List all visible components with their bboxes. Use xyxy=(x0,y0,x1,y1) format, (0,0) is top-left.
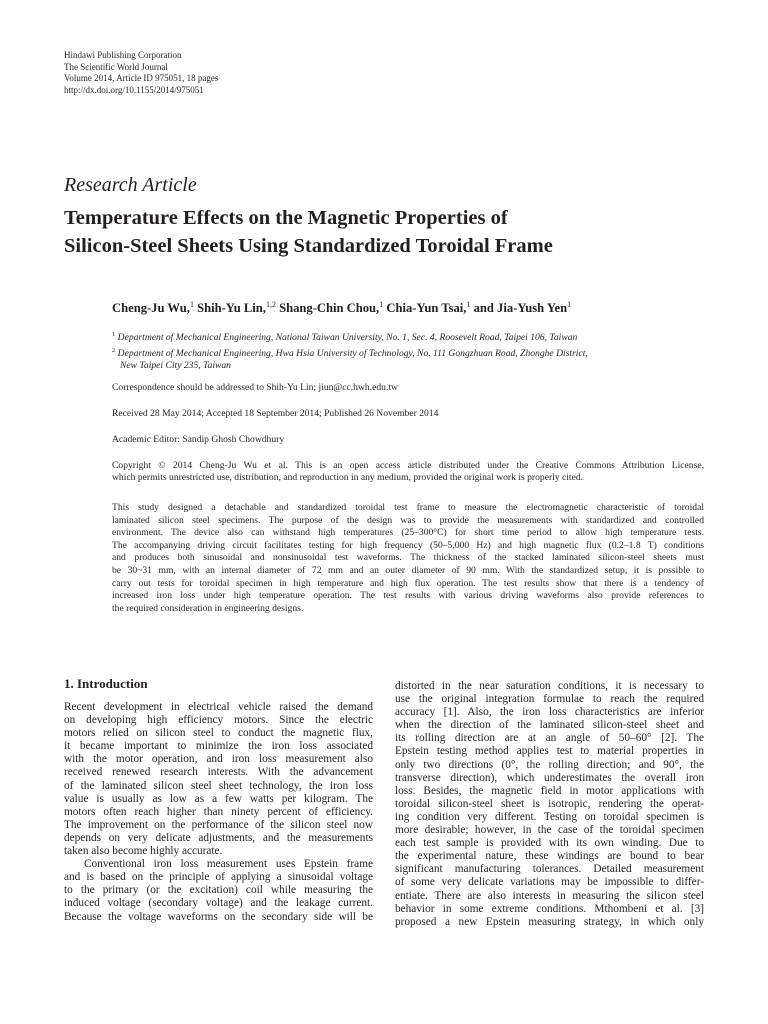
body-line: Recent development in electrical vehicle raised the demand xyxy=(64,701,373,713)
body-line: toroidal silicon-steel sheet is isotropic, rendering the operat- xyxy=(395,797,704,810)
article-type: Research Article xyxy=(64,174,197,196)
body-line: with the motor operation, and iron loss measurement also xyxy=(64,753,373,766)
body-line: transverse direction), which underestimates the overall iron xyxy=(395,771,704,784)
body-line: motors often reach higher than ninety percent of efficiency. xyxy=(64,805,373,818)
author-name: Cheng-Ju Wu, xyxy=(112,301,190,316)
author-affiliation-mark: 1 xyxy=(189,300,194,309)
abstract-line: This study designed a detachable and standardized toroidal test frame to measure the electromagnetic characteristic of toroidal xyxy=(112,502,704,513)
section-heading-introduction: 1. Introduction xyxy=(64,676,148,691)
affiliation-text: Department of Mechanical Engineering, National Taiwan University, No. 1, Sec. 4, Roosevelt Road, Taipei 106, Taiwan xyxy=(117,332,578,344)
abstract-line: The accompanying driving circuit facilitates testing for high frequency (50–5,000 Hz) and high magnetic flux (0.2–1.8 T) conditions xyxy=(112,539,704,551)
body-line: Because the voltage waveforms on the secondary side will be xyxy=(64,910,373,923)
affiliation-number: 1 xyxy=(112,331,116,338)
body-line: to the primary (or the excitation) coil while measuring the xyxy=(64,884,373,897)
journal-header xyxy=(64,50,218,96)
body-line: proposed a new Epstein measuring strategy, in which only xyxy=(395,915,704,928)
body-line: the experimental nature, these windings are bound to bear xyxy=(395,850,704,863)
body-line: value is usually as low as a few watts per kilogram. The xyxy=(64,792,373,805)
volume-info: Volume 2014, Article ID 975051, 18 pages xyxy=(64,73,219,83)
publisher-name: Hindawi Publishing Corporation xyxy=(64,50,182,60)
abstract-line: and produces both sinusoidal and nonsinusoidal test waveforms. The thickness of the stacked laminated silicon-steel sheets must xyxy=(112,552,704,564)
doi-link[interactable]: http://dx.doi.org/10.1155/2014/975051 xyxy=(64,84,204,95)
body-line: more desirable; however, in the case of the toroidal specimen xyxy=(395,824,704,837)
body-line: each test sample is provided with its own winding. Due to xyxy=(395,837,704,850)
abstract-line: laminated silicon steel specimens. The purpose of the design was to provide the measurements with standardized and controlled xyxy=(112,514,704,526)
affiliation xyxy=(112,345,588,361)
body-line: ing condition very different. Testing on toroidal specimen is xyxy=(395,810,704,823)
body-line: significant manufacturing tolerances. Detailed measurement xyxy=(395,863,704,876)
affiliation-text: Department of Mechanical Engineering, Hwa Hsia University of Technology, No. 111 Gongzhuan Road, Zhonghe District, xyxy=(117,347,588,359)
body-column-left xyxy=(64,701,373,924)
paper-title xyxy=(64,204,714,260)
body-line: Epstein testing method applies test to material properties in xyxy=(395,745,704,758)
body-line: The improvement on the performance of the silicon steel now xyxy=(64,818,373,831)
body-line: when the direction of the laminated silicon-steel sheet and xyxy=(395,719,704,732)
author-list xyxy=(112,300,571,316)
publication-dates: Received 28 May 2014; Accepted 18 September 2014; Published 26 November 2014 xyxy=(112,408,439,419)
copyright-notice xyxy=(112,460,704,485)
abstract xyxy=(112,502,704,615)
author-affiliation-mark: 1 xyxy=(466,300,471,309)
affiliation-text: New Taipei City 235, Taiwan xyxy=(120,360,231,372)
academic-editor: Academic Editor: Sandip Ghosh Chowdhury xyxy=(112,434,285,445)
body-line: of some very delicate variations may be impossible to differ- xyxy=(395,876,704,889)
body-line: only two directions (0°, the rolling direction; and 90°, the xyxy=(395,758,704,771)
body-line: loss. Besides, the magnetic field in motor applications with xyxy=(395,784,704,797)
abstract-line: carry out tests for toroidal specimen in high temperature and high flux operation. The test results show that there is a tendency of xyxy=(112,577,704,589)
body-line: depends on very delicate adjustments, and the measurements xyxy=(64,831,373,844)
author-name: Shih-Yu Lin, xyxy=(197,301,266,316)
title-line: Silicon-Steel Sheets Using Standardized Toroidal Frame xyxy=(64,235,553,257)
affiliation-continuation xyxy=(112,360,588,373)
body-line: taken also become highly accurate. xyxy=(64,845,223,858)
author-affiliation-mark: 1 xyxy=(379,300,384,309)
body-line: Conventional iron loss measurement uses Epstein frame xyxy=(84,858,373,871)
body-line: received renewed research interests. With the advancement xyxy=(64,766,373,779)
body-line: entiate. There are also interests in measuring the silicon steel xyxy=(395,889,704,902)
copyright-line: which permits unrestricted use, distribution, and reproduction in any medium, provided the original work is properly cited. xyxy=(112,472,584,484)
body-line: induced voltage (secondary voltage) and the leakage current. xyxy=(64,897,373,910)
author-name: Chia-Yun Tsai, xyxy=(386,301,467,316)
body-line: its rolling direction are at an angle of 50–60° [2]. The xyxy=(395,732,704,745)
abstract-line: increased iron loss under high temperature operation. The test results with various driving waveforms also provide references to xyxy=(112,590,704,602)
body-line: accuracy [1]. Also, the iron loss characteristics are inferior xyxy=(395,706,704,719)
author-name: and Jia-Yush Yen xyxy=(473,301,568,316)
author-affiliation-mark: 1 xyxy=(567,300,572,309)
author-affiliation-mark: 1,2 xyxy=(265,300,276,309)
body-line: behavior in some extreme conditions. Mthombeni et al. [3] xyxy=(395,902,704,915)
body-line: it became important to minimize the iron loss associated xyxy=(64,740,373,753)
body-line: motors relied on silicon steel to conduct the magnetic flux, xyxy=(64,727,373,740)
affiliation-number: 2 xyxy=(112,346,116,354)
correspondence: Correspondence should be addressed to Shih-Yu Lin; jiun@cc.hwh.edu.tw xyxy=(112,382,398,393)
abstract-line: be 30~31 mm, with an internal diameter of 72 mm and an outer diameter of 90 mm. With the standardized setup, it is possible to xyxy=(112,564,704,576)
journal-name: The Scientific World Journal xyxy=(64,61,168,72)
body-line: and is based on the principle of applying a sinusoidal voltage xyxy=(64,871,373,884)
affiliation xyxy=(112,329,588,345)
body-line: distorted in the near saturation conditions, it is necessary to xyxy=(395,680,704,692)
title-line: Temperature Effects on the Magnetic Properties of xyxy=(64,207,508,229)
author-name: Shang-Chin Chou, xyxy=(279,301,380,316)
abstract-line: environment. The device also can withstand high temperatures (25–300°C) for short time period to allow high temperature tests. xyxy=(112,527,704,539)
body-column-right xyxy=(395,680,704,929)
copyright-line: Copyright © 2014 Cheng-Ju Wu et al. This is an open access article distributed under the Creative Commons Attribution License, xyxy=(112,460,704,471)
affiliation-list xyxy=(112,329,588,373)
abstract-line: the required consideration in engineering designs. xyxy=(112,602,304,614)
body-line: of the laminated silicon steel sheet technology, the iron loss xyxy=(64,779,373,792)
body-line: on developing high efficiency motors. Since the electric xyxy=(64,714,373,727)
body-line: use the original integration formulae to reach the required xyxy=(395,693,704,706)
